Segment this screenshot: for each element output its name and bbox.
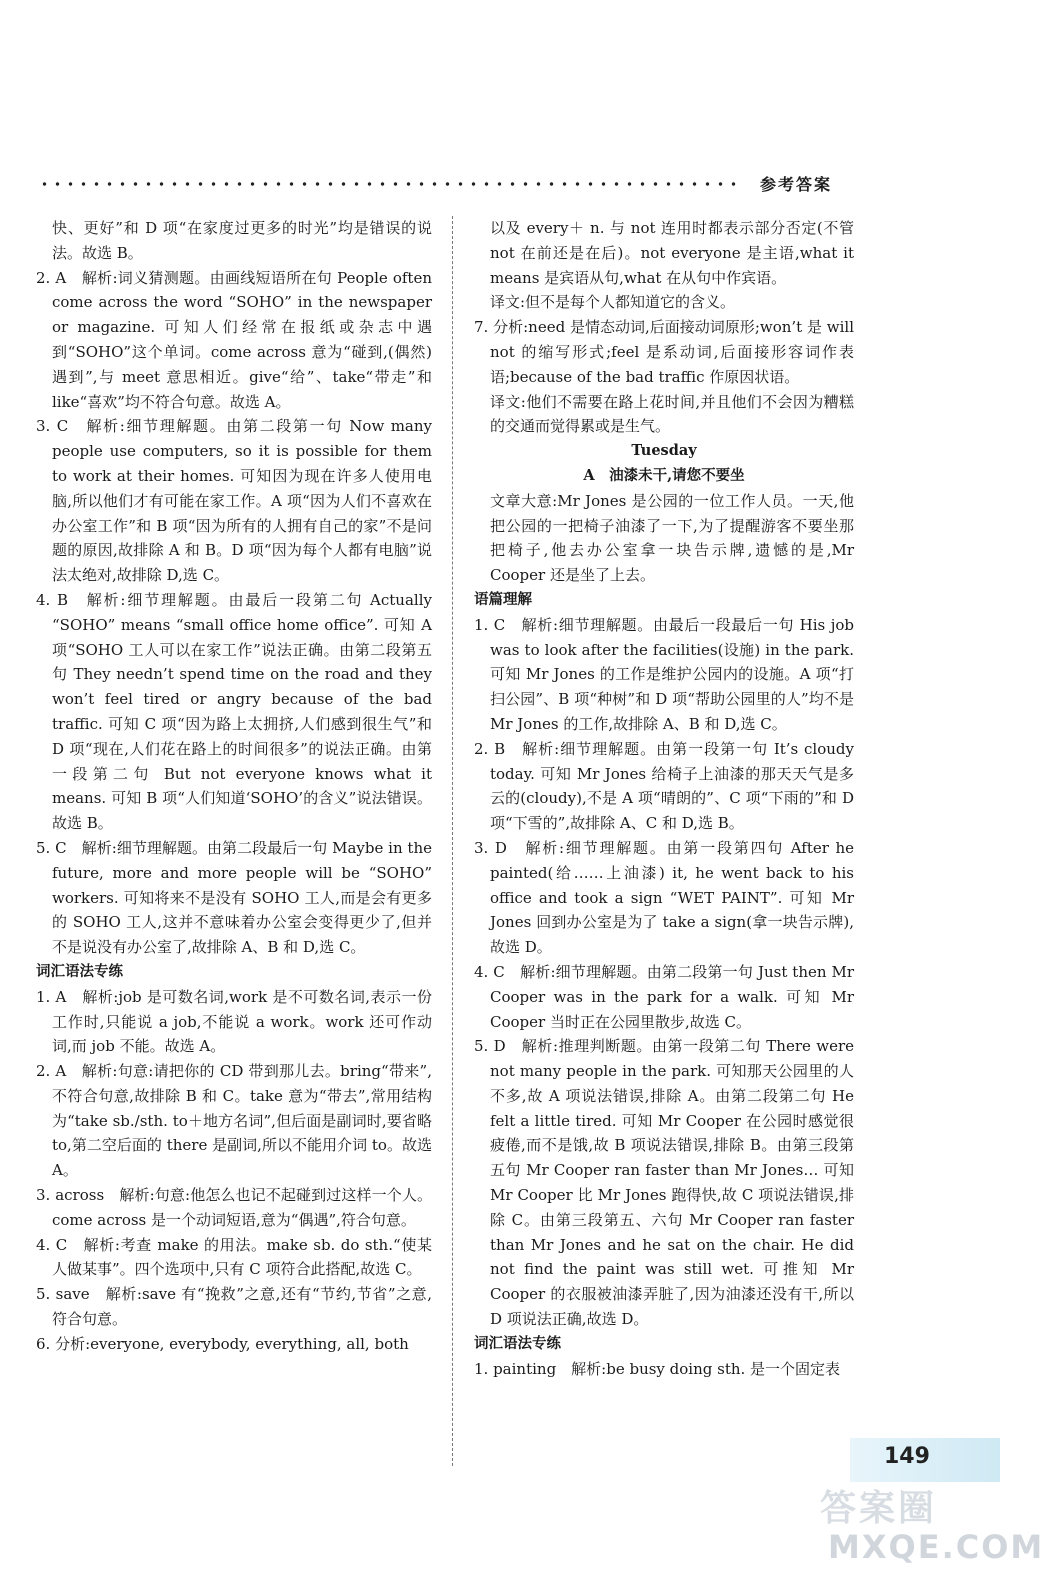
page-number: 149	[884, 1444, 930, 1469]
answer-paragraph: 以及 every＋ n. 与 not 连用时都表示部分否定(不管 not 在前还是在后)。not everyone 是主语,what it means 是宾语从句,what 在从句中作宾语。	[490, 219, 854, 287]
answer-paragraph: 3. across 解析:句意:他怎么也记不起碰到过这样一个人。come across 是一个动词短语,意为“偶遇”,符合句意。	[36, 1186, 432, 1229]
answer-paragraph: 1. A 解析:job 是可数名词,work 是不可数名词,表示一份工作时,只能说 a job,不能说 a work。work 还可作动词,而 job 不能。故选 A。	[36, 987, 432, 1056]
answer-paragraph: 5. C 解析:细节理解题。由第二段最后一句 Maybe in the future, more and more people will be “SOHO” workers. 可知将来不是没有 SOHO 工人,而是会有更多的 SOHO 工人,这并不意味着办公室会变得更少了,但并不是说没有办公室了,故排除 A、B 和 D,选 C。	[36, 838, 432, 957]
answer-paragraph: 1. painting 解析:be busy doing sth. 是一个固定表	[474, 1359, 841, 1378]
answer-paragraph: 2. A 解析:词义猜测题。由画线短语所在句 People often come across the word “SOHO” in the newspaper or magazine. 可知人们经常在报纸或杂志中遇到“SOHO”这个单词。come across 意为“碰到,(偶然)遇到”,与 meet 意思相近。give“给”、take“带走”和 like“喜欢”均不符合句意。故选 A。	[36, 268, 432, 411]
answer-paragraph: 3. D 解析:细节理解题。由第一段第四句 After he painted(给……上油漆) it, he went back to his office and took a sign “WET PAINT”. 可知 Mr Jones 回到办公室是为了 take a sign(拿一块告示牌),故选 D。	[474, 838, 854, 957]
answer-paragraph: 5. save 解析:save 有“挽救”之意,还有“节约,节省”之意,符合句意。	[36, 1285, 432, 1329]
answer-paragraph: 文章大意:Mr Jones 是公园的一位工作人员。一天,他把公园的一把椅子油漆了一下,为了提醒游客不要坐那把椅子,他去办公室拿一块告示牌,遗憾的是,Mr Cooper 还是坐了上去。	[490, 491, 854, 585]
answer-paragraph: 3. C 解析:细节理解题。由第二段第一句 Now many people use computers, so it is possible for them to work at their homes. 可知因为现在许多人使用电脑,所以他们才有可能在家工作。A 项“因为人们不喜欢在办公室工作”和 B 项“因为所有的人拥有自己的家”不是问题的原因,故排除 A 和 B。D 项“因为每个人都有电脑”说法太绝对,故排除 D,选 C。	[36, 417, 432, 585]
header-title: 参考答案	[760, 175, 833, 194]
watermark-logo: 答案圈	[820, 1488, 938, 1529]
answer-paragraph: 2. A 解析:句意:请把你的 CD 带到那儿去。bring“带来”,不符合句意,故排除 B 和 C。take 意为“带去”,常用结构为“take sb./sth. to＋地方名词”,但后面是副词时,要省略 to,第二空后面的 there 是副词,所以不能用介词 to。故选 A。	[36, 1062, 432, 1180]
answer-paragraph: 2. B 解析:细节理解题。由第一段第一句 It’s cloudy today. 可知 Mr Jones 给椅子上油漆的那天天气是多云的(cloudy),不是 A 项“晴朗的”、C 项“下雨的”和 D 项“下雪的”,故排除 A、C 和 D,选 B。	[474, 739, 854, 833]
answer-paragraph: 7. 分析:need 是情态动词,后面接动词原形;won’t 是 will not 的缩写形式;feel 是系动词,后面接形容词作表语;because of the bad traffic 作原因状语。	[474, 318, 854, 386]
answer-paragraph: 6. 分析:everyone, everybody, everything, all, both	[36, 1334, 409, 1353]
answer-paragraph: 5. D 解析:推理判断题。由第一段第二句 There were not many people in the park. 可知那天公园里的人不多,故 A 项说法错误,排除 A。由第二段第二句 He felt a little tired. 可知 Mr Cooper 在公园时感觉很疲倦,而不是饿,故 B 项说法错误,排除 B。由第三段第五句 Mr Cooper ran faster than Mr Jones… 可知 Mr Cooper 比 Mr Jones 跑得快,故 C 项说法错误,排除 C。由第三段第五、六句 Mr Cooper ran faster than Mr Jones and he sat on the chair. He did not find the paint was still wet. 可推知 Mr Cooper 的衣服被油漆弄脏了,因为油漆还没有干,所以 D 项说法正确,故选 D。	[474, 1037, 854, 1329]
answer-paragraph: 1. C 解析:细节理解题。由最后一段最后一句 His job was to look after the facilities(设施) in the park. 可知 Mr Jones 的工作是维护公园内的设施。A 项“打扫公园”、B 项“种树”和 D 项“帮助公园里的人”均不是 Mr Jones 的工作,故排除 A、B 和 D,选 C。	[474, 615, 854, 733]
column-divider	[452, 216, 453, 1466]
watermark-url: MXQE.COM	[828, 1528, 1044, 1566]
answer-paragraph: 快、更好”和 D 项“在家度过更多的时光”均是错误的说法。故选 B。	[52, 219, 432, 262]
subheading: A 油漆未干,请您不要坐	[583, 466, 745, 484]
answer-paragraph: 译文:他们不需要在路上花时间,并且他们不会因为糟糕的交通而觉得累或是生气。	[490, 392, 854, 436]
section-heading: 词汇语法专练	[36, 963, 123, 980]
answer-paragraph: 4. C 解析:细节理解题。由第二段第一句 Just then Mr Cooper was in the park for a walk. 可知 Mr Cooper 当时正在公园里散步,故选 C。	[474, 962, 854, 1031]
section-heading: 词汇语法专练	[474, 1335, 561, 1352]
subheading: Tuesday	[631, 442, 697, 460]
header-dotted-line	[38, 181, 738, 187]
section-heading: 语篇理解	[474, 591, 532, 608]
answer-paragraph: 4. C 解析:考查 make 的用法。make sb. do sth.“使某人做某事”。四个选项中,只有 C 项符合此搭配,故选 C。	[36, 1235, 432, 1279]
answer-paragraph: 4. B 解析:细节理解题。由最后一段第二句 Actually “SOHO” means “small office home office”. 可知 A 项“SOHO 工人可以在家工作”说法正确。由第二段第五句 They needn’t spend time on the road and they won’t feel tired or angry because of the bad traffic. 可知 C 项“因为路上太拥挤,人们感到很生气”和 D 项“现在,人们花在路上的时间很多”的说法正确。由第一段第二句 But not everyone knows what it means. 可知 B 项“人们知道‘SOHO’的含义”说法错误。故选 B。	[36, 590, 432, 833]
answer-paragraph: 译文:但不是每个人都知道它的含义。	[490, 293, 736, 312]
right-column	[474, 216, 854, 1381]
left-column	[36, 216, 432, 1357]
